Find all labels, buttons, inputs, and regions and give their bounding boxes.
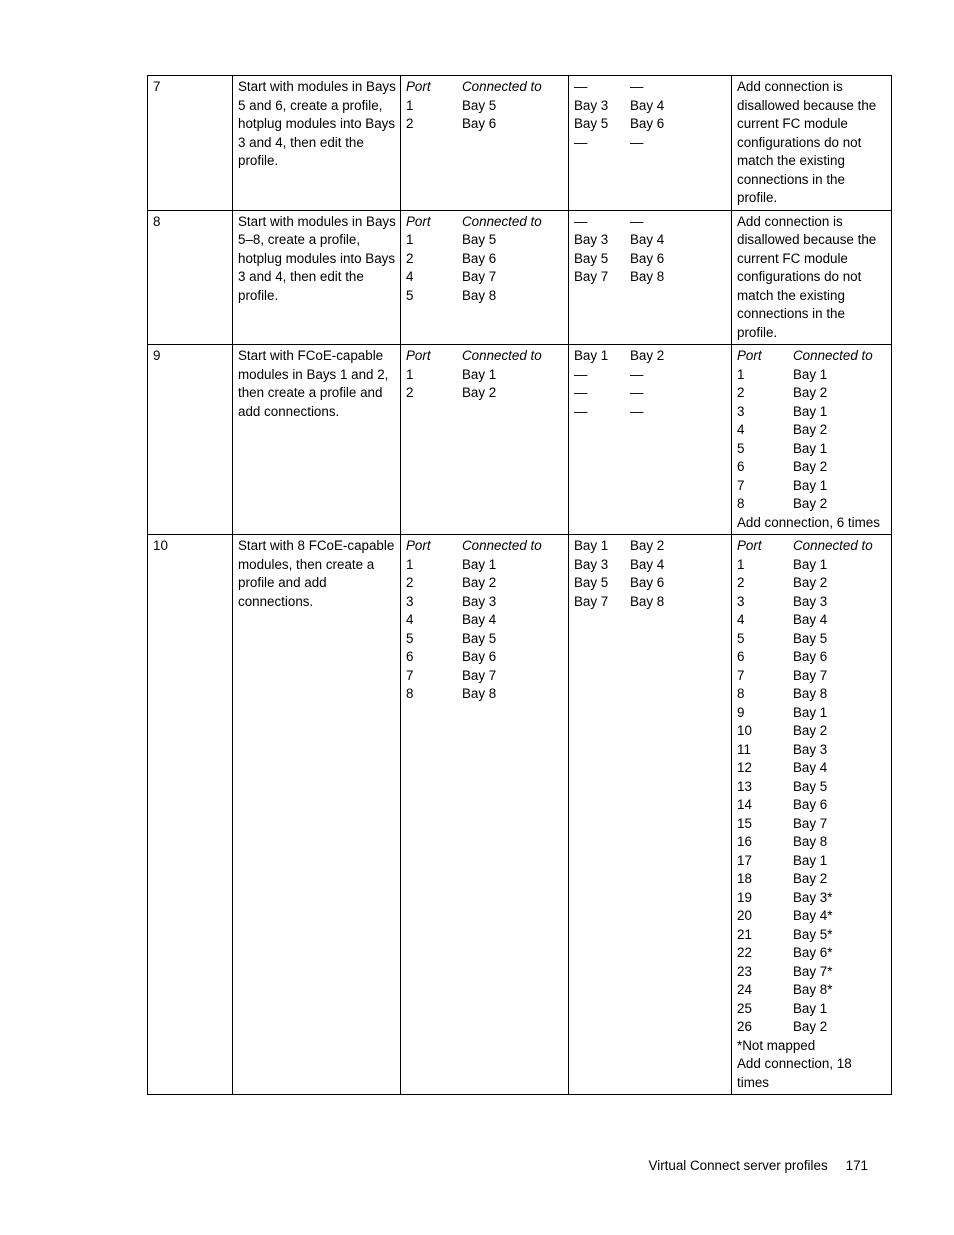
pair-left: 8 bbox=[406, 686, 414, 701]
pair-header bbox=[406, 213, 564, 232]
pair-right: Bay 3 bbox=[462, 593, 497, 609]
pair-row bbox=[737, 796, 887, 815]
connections-table bbox=[147, 75, 892, 1095]
port-header: Port bbox=[406, 538, 431, 553]
pair-row bbox=[737, 440, 887, 459]
pair-right: Bay 4 bbox=[793, 612, 828, 627]
pair-right: Bay 6 bbox=[462, 649, 497, 664]
pair-left: Bay 7 bbox=[574, 593, 609, 609]
footer-section-title: Virtual Connect server profiles bbox=[648, 1158, 828, 1173]
port-header: Port bbox=[737, 348, 762, 363]
pair-right: Bay 4 bbox=[630, 556, 665, 572]
pair-right: — bbox=[630, 213, 644, 229]
pair-left: Bay 7 bbox=[574, 269, 609, 284]
pair-row bbox=[737, 722, 887, 741]
pair-row bbox=[406, 268, 564, 287]
pair-list bbox=[574, 347, 727, 421]
pair-row bbox=[737, 477, 887, 496]
pair-left: 22 bbox=[737, 945, 752, 960]
pair-row bbox=[574, 347, 727, 366]
pair-row bbox=[574, 537, 727, 556]
pair-row bbox=[406, 366, 564, 385]
pair-header bbox=[406, 537, 564, 556]
page-number: 171 bbox=[845, 1158, 868, 1173]
pair-right: Bay 4* bbox=[793, 908, 833, 923]
pair-row bbox=[406, 384, 564, 403]
pair-right: Bay 1 bbox=[462, 556, 497, 572]
pair-row bbox=[737, 870, 887, 889]
pair-left: 4 bbox=[737, 422, 745, 437]
pair-row bbox=[737, 778, 887, 797]
pair-row bbox=[574, 366, 727, 385]
result-note: Add connection, 18 times bbox=[737, 1056, 852, 1090]
connected-to-header: Connected to bbox=[462, 538, 542, 553]
pair-left: 3 bbox=[737, 403, 745, 419]
pair-left: Bay 3 bbox=[574, 232, 609, 247]
pair-right: Bay 6* bbox=[793, 945, 833, 960]
pair-row bbox=[406, 250, 564, 269]
module-bays-cell bbox=[569, 345, 732, 535]
scenario-cell bbox=[233, 76, 401, 211]
pair-left: 3 bbox=[406, 593, 414, 609]
pair-left: 20 bbox=[737, 908, 752, 923]
pair-row bbox=[737, 667, 887, 686]
pair-right: Bay 7* bbox=[793, 963, 833, 979]
pair-row bbox=[574, 574, 727, 593]
pair-row bbox=[406, 667, 564, 686]
pair-row bbox=[737, 366, 887, 385]
pair-right: Bay 6 bbox=[630, 575, 665, 590]
pair-row bbox=[737, 852, 887, 871]
pair-left: 5 bbox=[737, 440, 745, 456]
pair-row bbox=[737, 630, 887, 649]
pair-left: 24 bbox=[737, 982, 752, 997]
pair-left: 1 bbox=[406, 366, 414, 382]
table-row bbox=[148, 210, 892, 345]
pair-left: 4 bbox=[737, 612, 745, 627]
scenario-cell bbox=[233, 535, 401, 1095]
pair-right: Bay 2 bbox=[793, 1019, 828, 1034]
pair-list bbox=[574, 537, 727, 611]
pair-left: 1 bbox=[737, 556, 745, 572]
pair-left: 8 bbox=[737, 496, 745, 511]
pair-left: Bay 3 bbox=[574, 97, 609, 113]
pair-left: 6 bbox=[737, 649, 745, 664]
pair-row bbox=[737, 833, 887, 852]
pair-left: 7 bbox=[737, 667, 745, 683]
pair-right: Bay 8 bbox=[630, 593, 665, 609]
pair-row bbox=[406, 231, 564, 250]
pair-right: Bay 7 bbox=[793, 815, 828, 831]
pair-right: Bay 6 bbox=[793, 649, 828, 664]
pair-left: 10 bbox=[737, 723, 752, 738]
pair-row bbox=[737, 648, 887, 667]
case-number: 10 bbox=[153, 538, 168, 553]
pair-left: Bay 5 bbox=[574, 575, 609, 590]
pair-right: Bay 7 bbox=[793, 667, 828, 683]
pair-right: Bay 7 bbox=[462, 667, 497, 683]
pair-row bbox=[737, 574, 887, 593]
pair-left: — bbox=[574, 134, 588, 150]
pair-row bbox=[406, 115, 564, 134]
pair-left: 2 bbox=[406, 250, 414, 266]
pair-header bbox=[406, 78, 564, 97]
pair-list bbox=[737, 537, 887, 1037]
pair-left: 15 bbox=[737, 815, 752, 831]
pair-right: Bay 2 bbox=[793, 385, 828, 400]
pair-row bbox=[737, 403, 887, 422]
pair-row bbox=[406, 648, 564, 667]
pair-row bbox=[406, 574, 564, 593]
case-number: 8 bbox=[153, 213, 161, 229]
table-row bbox=[148, 535, 892, 1095]
pair-list bbox=[574, 78, 727, 152]
case-number-cell bbox=[148, 345, 233, 535]
case-number-cell bbox=[148, 535, 233, 1095]
table-row bbox=[148, 345, 892, 535]
pair-right: Bay 5 bbox=[462, 630, 497, 646]
pair-row bbox=[737, 889, 887, 908]
pair-right: Bay 2 bbox=[793, 459, 828, 474]
module-bays-cell bbox=[569, 210, 732, 345]
pair-left: Bay 5 bbox=[574, 116, 609, 131]
module-bays-cell bbox=[569, 535, 732, 1095]
pair-row bbox=[574, 250, 727, 269]
pair-right: Bay 5 bbox=[793, 778, 828, 794]
pair-left: 7 bbox=[737, 477, 745, 493]
pair-row bbox=[574, 97, 727, 116]
pair-left: 1 bbox=[406, 97, 414, 113]
port-header: Port bbox=[737, 538, 762, 553]
pair-right: Bay 1 bbox=[793, 852, 828, 868]
initial-connections-cell bbox=[401, 76, 569, 211]
pair-left: 25 bbox=[737, 1000, 752, 1016]
scenario-text: Start with 8 FCoE-capable modules, then create a profile and add connections. bbox=[238, 538, 395, 609]
pair-left: 1 bbox=[406, 232, 414, 247]
pair-row bbox=[574, 213, 727, 232]
pair-left: 1 bbox=[406, 556, 414, 572]
scenario-text: Start with FCoE-capable modules in Bays 1 and 2, then create a profile and add connections. bbox=[238, 348, 389, 419]
pair-left: 1 bbox=[737, 366, 745, 382]
pair-row bbox=[737, 1018, 887, 1037]
connected-to-header: Connected to bbox=[462, 348, 542, 363]
initial-connections-cell bbox=[401, 535, 569, 1095]
pair-row bbox=[737, 593, 887, 612]
pair-right: Bay 7 bbox=[462, 269, 497, 284]
pair-left: 11 bbox=[737, 741, 751, 757]
pair-right: Bay 2 bbox=[793, 723, 828, 738]
pair-list bbox=[406, 213, 564, 306]
pair-row bbox=[737, 421, 887, 440]
pair-left: 2 bbox=[406, 385, 414, 400]
pair-left: 16 bbox=[737, 834, 752, 849]
pair-left: Bay 1 bbox=[574, 348, 609, 363]
pair-left: 26 bbox=[737, 1019, 752, 1034]
pair-left: 7 bbox=[406, 667, 414, 683]
case-number-cell bbox=[148, 210, 233, 345]
pair-row bbox=[574, 556, 727, 575]
result-text: Add connection is disallowed because the current FC module configurations do not match the existing connections in the profile. bbox=[737, 79, 877, 205]
pair-list bbox=[406, 537, 564, 704]
pair-right: Bay 8 bbox=[462, 686, 497, 701]
pair-left: 6 bbox=[737, 459, 745, 474]
pair-right: Bay 6 bbox=[793, 797, 828, 812]
result-text: Add connection is disallowed because the current FC module configurations do not match the existing connections in the profile. bbox=[737, 213, 877, 340]
pair-right: Bay 2 bbox=[630, 538, 665, 553]
pair-left: 17 bbox=[737, 852, 752, 868]
pair-right: Bay 1 bbox=[462, 366, 497, 382]
pair-left: 14 bbox=[737, 797, 752, 812]
pair-row bbox=[406, 97, 564, 116]
pair-right: Bay 5 bbox=[462, 97, 497, 113]
pair-left: 21 bbox=[737, 926, 752, 942]
pair-list bbox=[574, 213, 727, 287]
pair-right: Bay 4 bbox=[462, 612, 497, 627]
pair-left: Bay 3 bbox=[574, 556, 609, 572]
scenario-text: Start with modules in Bays 5 and 6, create a profile, hotplug modules into Bays 3 and 4, then edit the profile. bbox=[238, 79, 396, 168]
result-note: *Not mapped bbox=[737, 1037, 816, 1053]
pair-row bbox=[737, 384, 887, 403]
pair-left: 5 bbox=[406, 630, 414, 646]
pair-row bbox=[737, 815, 887, 834]
pair-left: 4 bbox=[406, 269, 414, 284]
pair-row bbox=[737, 685, 887, 704]
pair-right: Bay 8 bbox=[630, 269, 665, 284]
pair-list bbox=[406, 347, 564, 403]
pair-row bbox=[406, 630, 564, 649]
result-cell bbox=[732, 345, 892, 535]
module-bays-cell bbox=[569, 76, 732, 211]
pair-row bbox=[737, 556, 887, 575]
pair-right: Bay 5 bbox=[462, 232, 497, 247]
pair-right: Bay 2 bbox=[462, 385, 497, 400]
pair-row bbox=[574, 593, 727, 612]
pair-right: — bbox=[630, 403, 644, 419]
pair-row bbox=[737, 944, 887, 963]
pair-row bbox=[737, 759, 887, 778]
pair-row bbox=[737, 963, 887, 982]
pair-row bbox=[574, 231, 727, 250]
scenario-text: Start with modules in Bays 5–8, create a profile, hotplug modules into Bays 3 and 4, then edit the profile. bbox=[238, 213, 396, 303]
pair-right: Bay 5* bbox=[793, 926, 833, 942]
pair-right: Bay 1 bbox=[793, 556, 828, 572]
pair-right: Bay 1 bbox=[793, 403, 828, 419]
pair-list bbox=[737, 347, 887, 514]
pair-right: Bay 4 bbox=[793, 760, 828, 775]
pair-right: Bay 2 bbox=[462, 575, 497, 590]
pair-row bbox=[574, 403, 727, 422]
pair-right: — bbox=[630, 79, 644, 94]
pair-right: Bay 8 bbox=[462, 287, 497, 303]
pair-right: Bay 6 bbox=[630, 116, 665, 131]
pair-left: — bbox=[574, 385, 588, 400]
pair-left: 8 bbox=[737, 686, 745, 701]
scenario-cell bbox=[233, 210, 401, 345]
pair-right: Bay 4 bbox=[630, 97, 665, 113]
pair-right: Bay 6 bbox=[630, 250, 665, 266]
pair-row bbox=[406, 685, 564, 704]
table-row bbox=[148, 76, 892, 211]
pair-row bbox=[406, 611, 564, 630]
pair-row bbox=[574, 115, 727, 134]
result-cell bbox=[732, 210, 892, 345]
pair-right: Bay 3 bbox=[793, 593, 828, 609]
pair-header bbox=[406, 347, 564, 366]
pair-right: Bay 1 bbox=[793, 477, 828, 493]
pair-header bbox=[737, 537, 887, 556]
pair-left: 2 bbox=[737, 575, 745, 590]
pair-row bbox=[737, 907, 887, 926]
connected-to-header: Connected to bbox=[462, 213, 542, 229]
pair-right: Bay 2 bbox=[793, 575, 828, 590]
case-number: 9 bbox=[153, 348, 161, 363]
pair-right: Bay 1 bbox=[793, 440, 828, 456]
pair-row bbox=[737, 458, 887, 477]
scenario-cell bbox=[233, 345, 401, 535]
pair-row bbox=[737, 611, 887, 630]
initial-connections-cell bbox=[401, 210, 569, 345]
pair-row bbox=[737, 741, 887, 760]
pair-row bbox=[737, 1000, 887, 1019]
connected-to-header: Connected to bbox=[793, 538, 873, 553]
pair-right: Bay 8* bbox=[793, 982, 833, 997]
page-footer bbox=[649, 1158, 868, 1173]
pair-right: Bay 1 bbox=[793, 704, 828, 720]
pair-row bbox=[574, 268, 727, 287]
pair-row bbox=[406, 556, 564, 575]
pair-right: Bay 3* bbox=[793, 889, 833, 905]
pair-right: — bbox=[630, 385, 644, 400]
case-number: 7 bbox=[153, 79, 161, 94]
pair-row bbox=[737, 704, 887, 723]
pair-right: Bay 1 bbox=[793, 1000, 828, 1016]
pair-row bbox=[737, 981, 887, 1000]
pair-right: Bay 8 bbox=[793, 834, 828, 849]
pair-right: Bay 8 bbox=[793, 686, 828, 701]
pair-left: 19 bbox=[737, 889, 752, 905]
result-cell bbox=[732, 76, 892, 211]
pair-left: 9 bbox=[737, 704, 745, 720]
port-header: Port bbox=[406, 79, 431, 94]
pair-row bbox=[574, 134, 727, 153]
pair-left: 4 bbox=[406, 612, 414, 627]
pair-left: 3 bbox=[737, 593, 745, 609]
pair-right: Bay 1 bbox=[793, 366, 828, 382]
pair-row bbox=[574, 384, 727, 403]
pair-left: — bbox=[574, 403, 588, 419]
pair-left: 2 bbox=[737, 385, 745, 400]
pair-left: 2 bbox=[406, 575, 414, 590]
port-header: Port bbox=[406, 213, 431, 229]
pair-right: Bay 6 bbox=[462, 116, 497, 131]
pair-left: 13 bbox=[737, 778, 752, 794]
pair-row bbox=[406, 287, 564, 306]
pair-right: — bbox=[630, 134, 644, 150]
pair-row bbox=[406, 593, 564, 612]
pair-list bbox=[406, 78, 564, 134]
pair-left: 18 bbox=[737, 871, 752, 886]
pair-right: Bay 4 bbox=[630, 232, 665, 247]
table-body bbox=[148, 76, 892, 1095]
connected-to-header: Connected to bbox=[793, 348, 873, 363]
pair-row bbox=[737, 926, 887, 945]
pair-header bbox=[737, 347, 887, 366]
pair-right: Bay 3 bbox=[793, 741, 828, 757]
pair-right: Bay 2 bbox=[793, 496, 828, 511]
pair-right: Bay 2 bbox=[793, 871, 828, 886]
case-number-cell bbox=[148, 76, 233, 211]
pair-left: 6 bbox=[406, 649, 414, 664]
connected-to-header: Connected to bbox=[462, 79, 542, 94]
pair-right: Bay 2 bbox=[793, 422, 828, 437]
pair-left: 5 bbox=[737, 630, 745, 646]
pair-right: Bay 5 bbox=[793, 630, 828, 646]
pair-right: Bay 6 bbox=[462, 250, 497, 266]
initial-connections-cell bbox=[401, 345, 569, 535]
port-header: Port bbox=[406, 348, 431, 363]
pair-left: 5 bbox=[406, 287, 414, 303]
pair-left: 12 bbox=[737, 760, 752, 775]
pair-left: — bbox=[574, 213, 588, 229]
pair-right: — bbox=[630, 366, 644, 382]
pair-left: Bay 1 bbox=[574, 538, 609, 553]
pair-left: 2 bbox=[406, 116, 414, 131]
result-cell bbox=[732, 535, 892, 1095]
pair-left: Bay 5 bbox=[574, 250, 609, 266]
pair-left: — bbox=[574, 79, 588, 94]
pair-row bbox=[574, 78, 727, 97]
pair-left: — bbox=[574, 366, 588, 382]
pair-right: Bay 2 bbox=[630, 348, 665, 363]
pair-row bbox=[737, 495, 887, 514]
result-note: Add connection, 6 times bbox=[737, 514, 880, 530]
pair-left: 23 bbox=[737, 963, 752, 979]
